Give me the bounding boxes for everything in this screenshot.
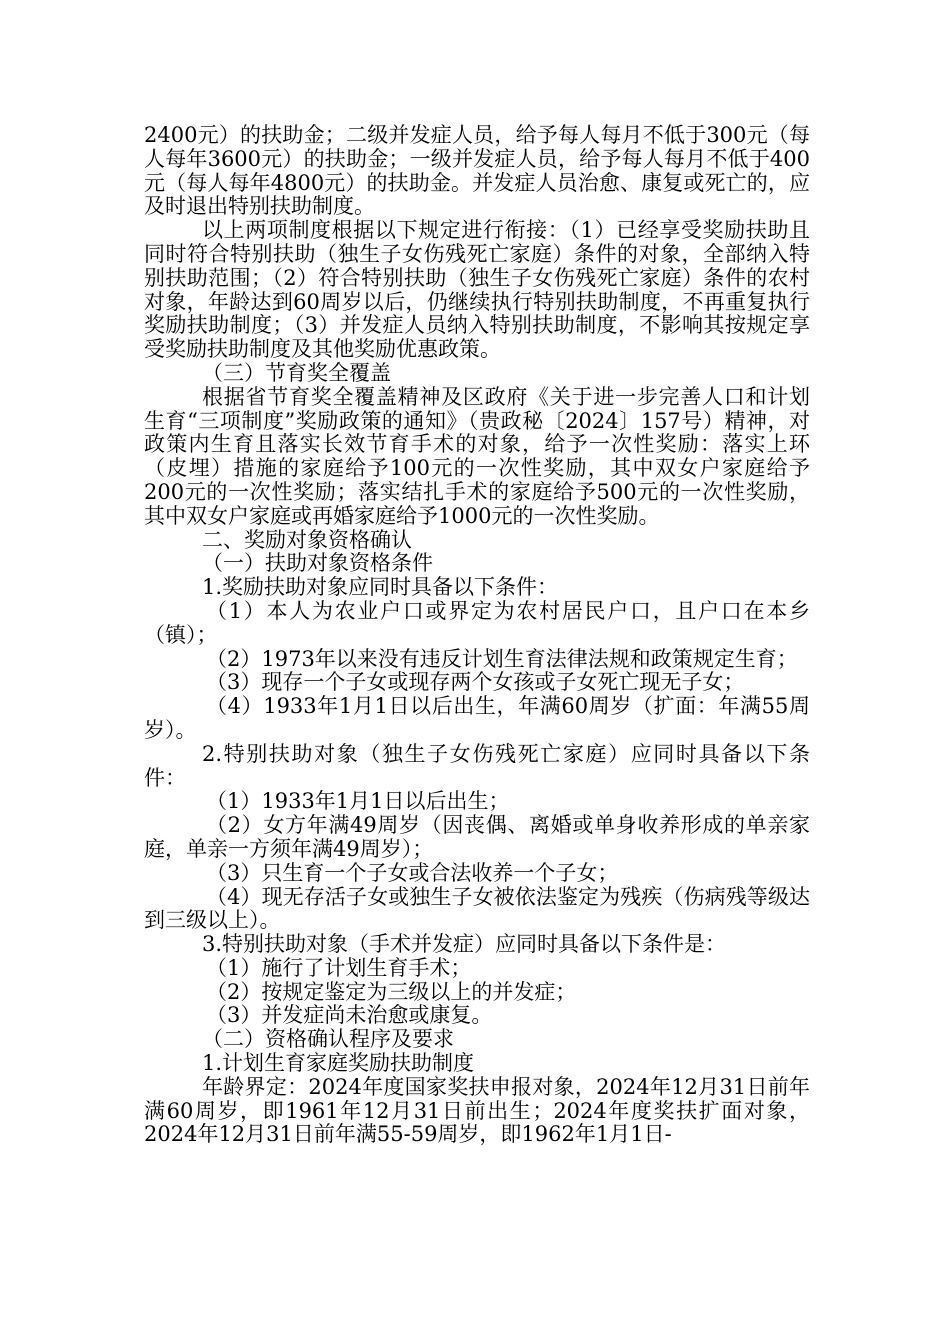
- list-item-special-1: （1）1933年1月1日以后出生；: [206, 789, 510, 814]
- list-item-special-4: （4）现无存活子女或独生子女被依法鉴定为残疾（伤病残等级达到三级以上）。: [144, 884, 810, 933]
- list-item-special-3: （3）只生育一个子女或合法收养一个子女；: [206, 860, 619, 885]
- heading-special-assistance-family: 2.特别扶助对象（独生子女伤残死亡家庭）应同时具备以下条件：: [144, 741, 810, 790]
- paragraph-sterilization-award: 根据省节育奖全覆盖精神及区政府《关于进一步完善人口和计划生育“三项制度”奖励政策的通知》（贵政秘〔2024〕157号）精神，对政策内生育且落实长效节育手术的对象，给予一次性奖励：落实上环（皮埋）措施的家庭给予100元的一次性奖励，其中双女户家庭给予200元的一次性奖励；落实结扎手术的家庭给予500元的一次性奖励，其中双女户家庭或再婚家庭给予1000元的一次性奖励。: [144, 384, 810, 528]
- list-item-condition-3: （3）现存一个子女或现存两个女孩或子女死亡现无子女；: [206, 670, 745, 695]
- document-body: [144, 124, 810, 1147]
- paragraph-system-linkage: 以上两项制度根据以下规定进行衔接：（1）已经享受奖励扶助且同时符合特别扶助（独生子女伤残死亡家庭）条件的对象，全部纳入特别扶助范围；（2）符合特别扶助（独生子女伤残死亡家庭）条件的农村对象，年龄达到60周岁以后，仍继续执行特别扶助制度，不再重复执行奖励扶助制度；（3）并发症人员纳入特别扶助制度，不影响其按规定享受奖励扶助制度及其他奖励优惠政策。: [144, 218, 810, 362]
- paragraph-subsidy-levels: 2400元）的扶助金；二级并发症人员，给予每人每月不低于300元（每人每年3600元）的扶助金；一级并发症人员，给予每人每月不低于400元（每人每年4800元）的扶助金。并发症人员治愈、康复或死亡的，应及时退出特别扶助制度。: [144, 123, 810, 219]
- list-item-condition-4: （4）1933年1月1日以后出生，年满60周岁（扩面：年满55周岁）。: [144, 694, 810, 742]
- heading-eligibility-conditions: （一）扶助对象资格条件: [202, 551, 433, 576]
- list-item-complication-2: （2）按规定鉴定为三级以上的并发症；: [206, 979, 577, 1004]
- paragraph-age-definition: 年龄界定：2024年度国家奖扶申报对象，2024年12月31日前年满60周岁，即1961年12月31日前出生；2024年度奖扶扩面对象，2024年12月31日前年满55-59周岁，即1962年1月1日-: [144, 1074, 811, 1147]
- list-item-complication-1: （1）施行了计划生育手术；: [206, 955, 472, 980]
- heading-special-assistance-complication: 3.特别扶助对象（手术并发症）应同时具备以下条件是：: [202, 932, 727, 957]
- list-item-condition-1: （1）本人为农业户口或界定为农村居民户口，且户口在本乡（镇）；: [144, 598, 810, 647]
- heading-confirmation-procedure: （二）资格确认程序及要求: [202, 1027, 454, 1052]
- list-item-complication-3: （3）并发症尚未治愈或康复。: [206, 1003, 493, 1028]
- heading-reward-assistance-system: 1.计划生育家庭奖励扶助制度: [202, 1051, 475, 1076]
- heading-section-two: 二、奖励对象资格确认: [202, 527, 412, 552]
- list-item-special-2: （2）女方年满49周岁（因丧偶、离婚或单身收养形成的单亲家庭，单亲一方须年满49周岁）；: [144, 813, 810, 861]
- heading-sterilization-award: （三）节育奖全覆盖: [202, 360, 391, 385]
- list-item-condition-2: （2）1973年以来没有违反计划生育法律法规和政策规定生育；: [206, 646, 798, 671]
- heading-reward-assistance-conditions: 1.奖励扶助对象应同时具备以下条件：: [202, 575, 559, 600]
